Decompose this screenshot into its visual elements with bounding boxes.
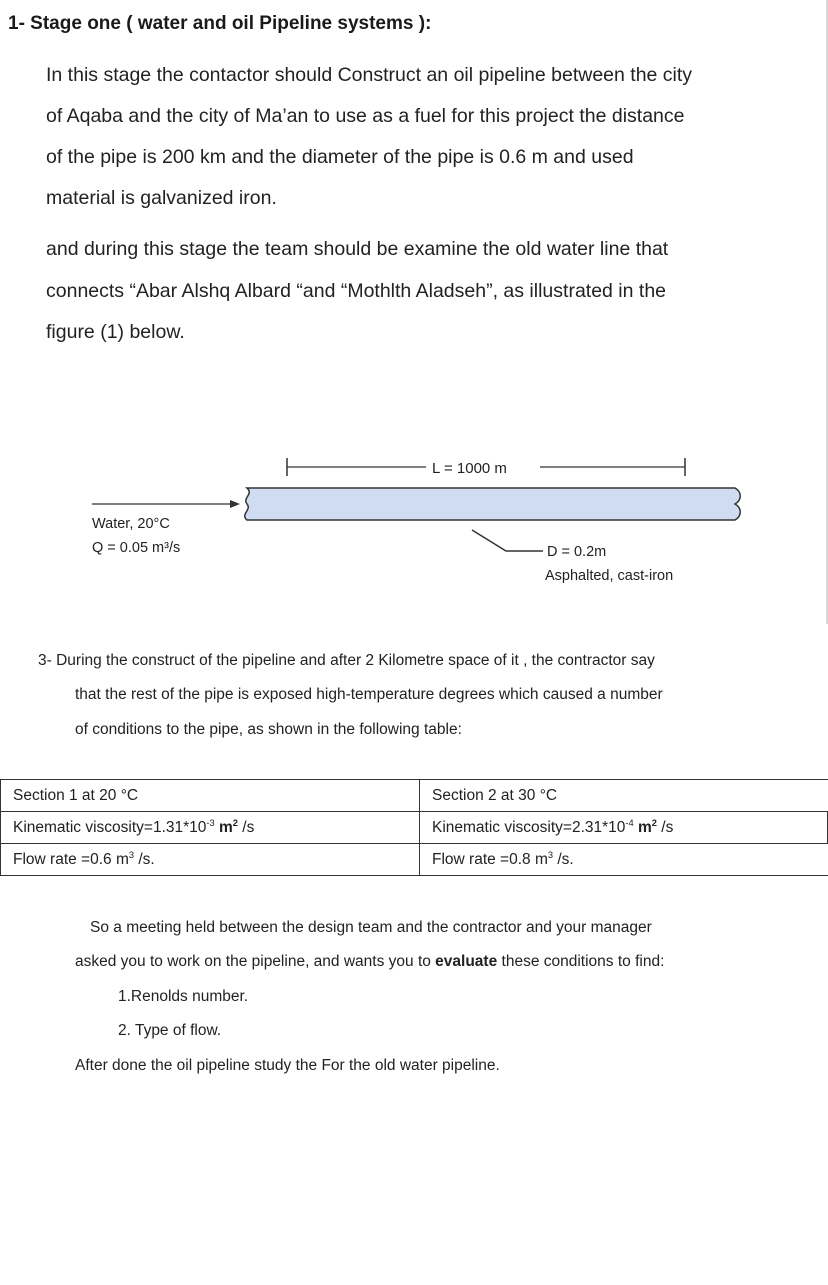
pipe-figure — [0, 440, 828, 600]
water-line-1: and during this stage the team should be examine the old water line that — [46, 238, 669, 260]
flow-label: Q = 0.05 m³/s — [92, 540, 181, 556]
intro-line-3: of the pipe is 200 km and the diameter of the pipe is 0.6 m and used — [46, 146, 634, 168]
heading-highlight: water and oil Pipeline systems — [137, 13, 414, 34]
closing-line: After done the oil pipeline study the For the old water pipeline. — [75, 1057, 500, 1074]
water-line-2: connects “Abar Alshq Albard “and “Mothlth Aladseh”, as illustrated in the — [46, 280, 667, 302]
point3-line-2: that the rest of the pipe is exposed high-temperature degrees which caused a number — [75, 686, 663, 703]
table-row — [1, 780, 828, 812]
material-label: Asphalted, cast-iron — [545, 568, 674, 584]
intro-line-1: In this stage the contactor should Construct an oil pipeline between the city — [46, 64, 693, 86]
point3-line-1: 3- During the construct of the pipeline and after 2 Kilometre space of it , the contractor say — [38, 652, 655, 669]
conditions-table — [0, 779, 828, 876]
section1-flow: Flow rate =0.6 $m^3$ /s. — [1, 844, 420, 876]
intro-line-2: of Aqaba and the city of Ma’an to use as a fuel for this project the distance — [46, 105, 685, 127]
section2-title: Section 2 at 30 °C — [420, 780, 828, 812]
flow-arrow-head — [230, 500, 240, 508]
meeting-line-1: So a meeting held between the design team and the contractor and your manager — [90, 919, 652, 936]
section1-title: Section 1 at 20 °C — [1, 780, 420, 812]
intro-line-4: material is galvanized iron. — [46, 187, 277, 209]
point3-line-3: of conditions to the pipe, as shown in the following table: — [75, 721, 462, 738]
section2-viscosity: Kinematic $viscosity=2.31*10^{-4}$ $m^2$ /s — [420, 812, 828, 844]
table-row — [1, 844, 828, 876]
evaluate-emphasis: evaluate — [435, 953, 498, 970]
pipe-body — [245, 488, 741, 520]
diameter-label: D = 0.2m — [547, 544, 607, 560]
heading-prefix: 1- Stage one ( — [8, 13, 138, 34]
section2-flow: Flow rate =0.8 $m^3$ /s. — [420, 844, 828, 876]
fluid-label: Water, 20°C — [92, 516, 170, 532]
section1-viscosity: Kinematic $viscosity=1.31*10^{-3}$ $m^2$ /s — [1, 812, 420, 844]
stage-heading — [8, 13, 431, 35]
water-line-3: figure (1) below. — [46, 321, 185, 343]
task-item-2: 2. Type of flow. — [118, 1022, 222, 1039]
diameter-leader — [472, 530, 543, 551]
length-label: L = 1000 m — [432, 460, 507, 477]
table-row — [1, 812, 828, 844]
meeting-line-2: asked you to work on the pipeline, and wants you to evaluate these conditions to find: — [75, 953, 665, 970]
task-item-1: 1.Renolds number. — [118, 988, 249, 1005]
heading-suffix: ): — [413, 13, 432, 34]
